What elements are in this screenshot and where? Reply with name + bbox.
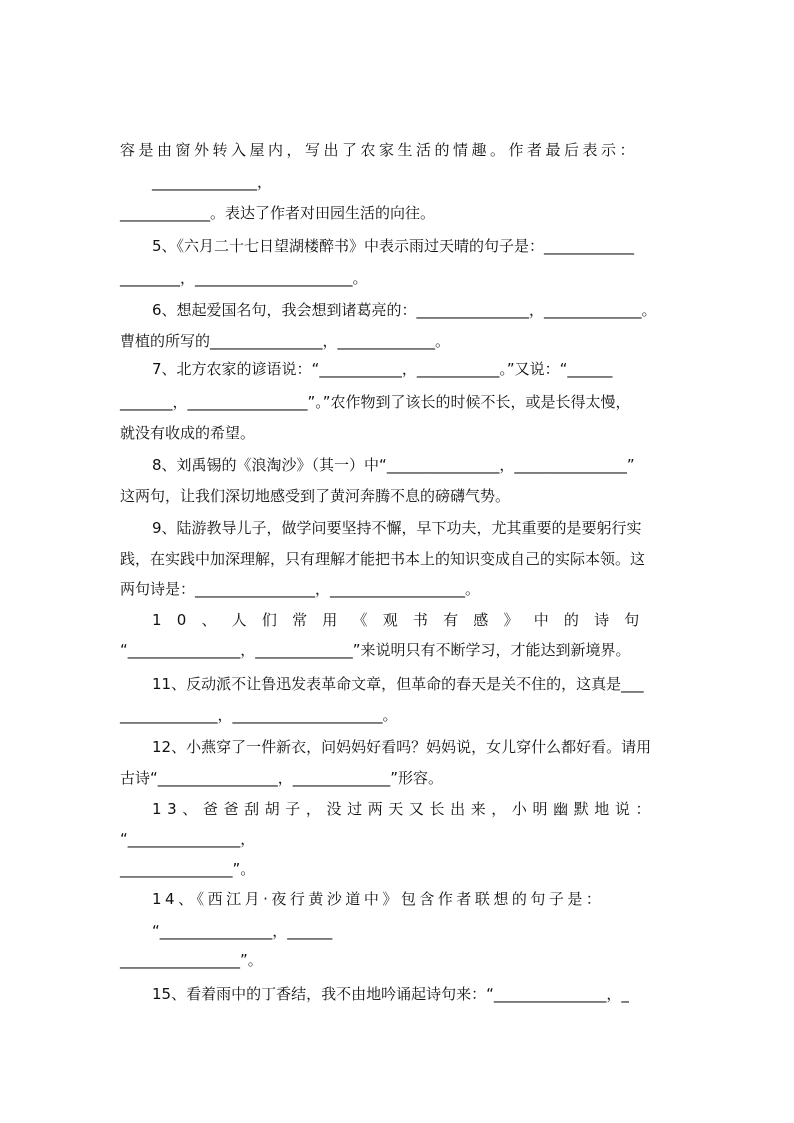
text-line-7: 曹植的所写的_______________，_____________。 xyxy=(120,332,451,350)
text-line-20: 12、小燕穿了一件新衣，问妈妈好看吗？妈妈说，女儿穿什么都好看。请用 xyxy=(152,738,652,756)
text-line-27: ________________”。 xyxy=(120,951,263,969)
text-line-17: “_______________，_____________”来说明只有不断学习，才能达到新境界。 xyxy=(120,641,631,659)
text-line-9: _______，________________”。”农作物到了该长的时候不长，或是长得太慢， xyxy=(120,393,631,411)
text-line-16: 10、人们常用《观书有感》中的诗句 xyxy=(152,611,655,629)
text-line-28: 15、看着雨中的丁香结，我不由地吟诵起诗句来：“_______________，_ xyxy=(152,985,629,1003)
text-line-4: 5、《六月二十七日望湖楼醉书》中表示雨过天晴的句子是：____________ xyxy=(152,237,635,255)
text-line-24: _______________”。 xyxy=(120,860,256,878)
text-line-15: 两句诗是：________________，__________________。 xyxy=(120,580,481,598)
text-line-3: ____________。表达了作者对田园生活的向往。 xyxy=(120,204,436,222)
text-line-18: 11、反动派不让鲁迅发表革命文章，但革命的春天是关不住的，这真是___ xyxy=(152,675,644,693)
text-line-14: 践，在实践中加深理解，只有理解才能把书本上的知识变成自己的实际本领。这 xyxy=(120,550,646,568)
text-line-6: 6、想起爱国名句，我会想到诸葛亮的：_______________，_____________。 xyxy=(152,301,657,319)
text-line-11: 8、刘禹锡的《浪淘沙》（其一）中“_______________，_______________” xyxy=(152,456,635,474)
text-line-12: 这两句，让我们深切地感受到了黄河奔腾不息的磅礴气势。 xyxy=(120,487,511,505)
text-line-10: 就没有收成的希望。 xyxy=(120,424,256,442)
text-line-5: ________，_____________________。 xyxy=(120,269,368,287)
text-line-25: 14、《西江月·夜行黄沙道中》包含作者联想的句子是： xyxy=(152,890,605,908)
text-line-8: 7、北方农家的谚语说：“___________，___________。”又说：“______ xyxy=(152,360,613,378)
text-line-22: 13、爸爸刮胡子，没过两天又长出来，小明幽默地说： xyxy=(152,800,657,818)
text-line-13: 9、陆游教导儿子，做学问要坚持不懈，早下功夫，尤其重要的是要躬行实 xyxy=(152,519,642,537)
text-line-2: ______________， xyxy=(152,173,273,191)
text-line-1: 容是由窗外转入屋内，写出了农家生活的情趣。作者最后表示： xyxy=(120,141,639,159)
text-line-26: “_______________，______ xyxy=(152,922,333,940)
text-line-19: _____________，____________________。 xyxy=(120,706,398,724)
text-line-21: 古诗“________________，_____________”形容。 xyxy=(120,769,444,787)
text-line-23: “_______________， xyxy=(120,830,256,848)
